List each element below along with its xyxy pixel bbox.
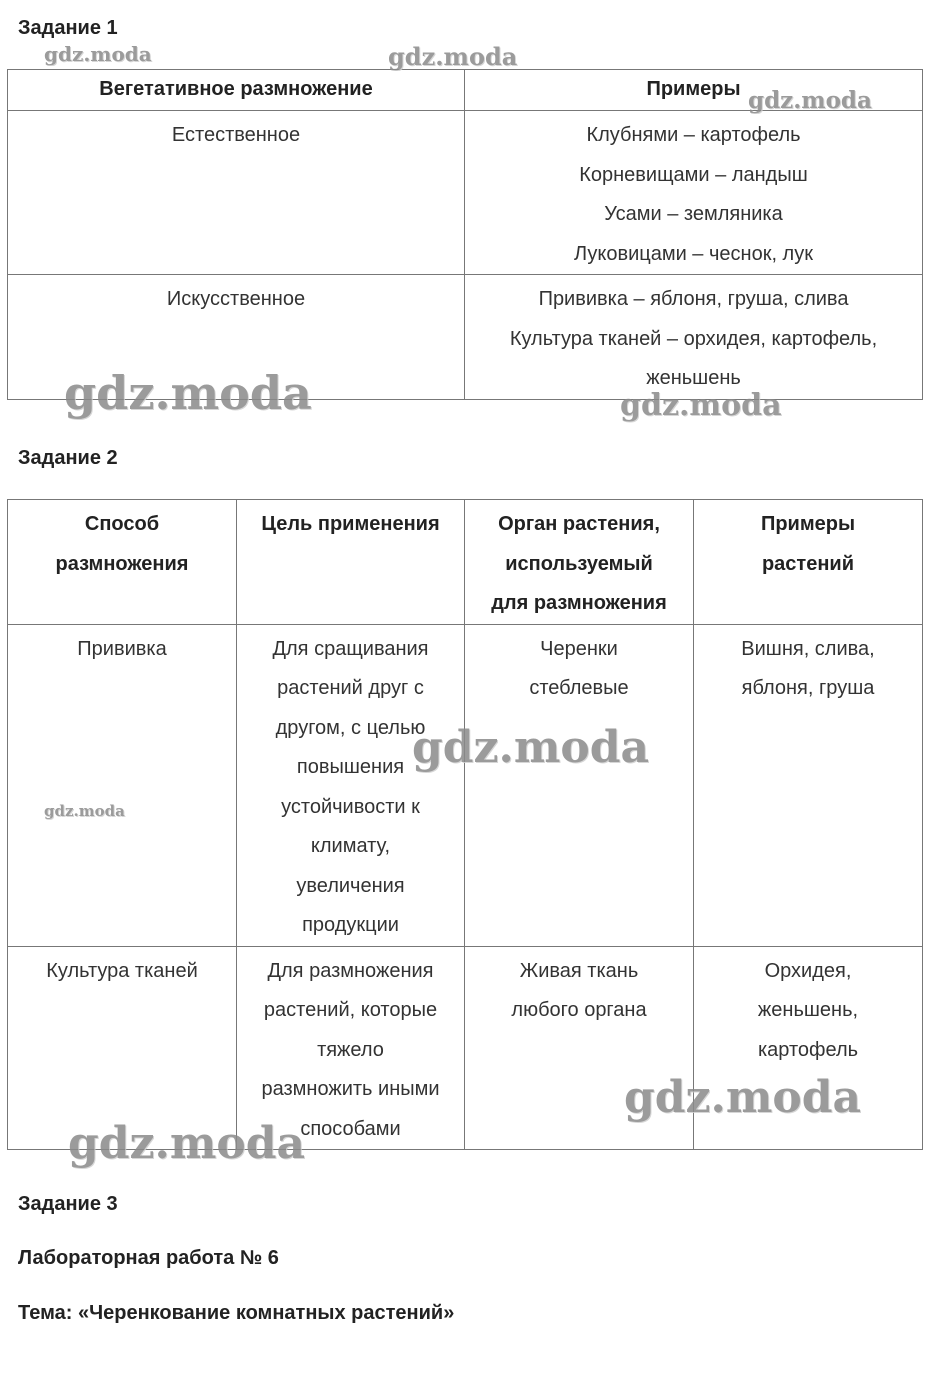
task1-type-artificial: Искусственное <box>8 275 465 400</box>
task2-header-purpose: Цель применения <box>237 500 465 625</box>
task2-table <box>7 499 923 1150</box>
task2-method-tissue-culture: Культура тканей <box>8 946 237 1150</box>
task2-method-grafting: Прививка <box>8 624 237 946</box>
watermark-logo: gdz.moda <box>412 722 650 773</box>
task2-purpose-grafting: Для сращивания растений друг с другом, с целью повышения устойчивости к климату, увеличения продукции <box>237 624 465 946</box>
task2-header-row <box>8 500 923 625</box>
task1-examples-artificial: Прививка – яблоня, груша, слива Культура тканей – орхидея, картофель, женьшень <box>465 275 923 400</box>
task2-row-grafting <box>8 624 923 946</box>
task1-examples-natural: Клубнями – картофель Корневищами – ландыш Усами – земляника Луковицами – чеснок, лук <box>465 111 923 275</box>
task2-organ-tissue-culture: Живая ткань любого органа <box>465 946 694 1150</box>
watermark-logo: gdz.moda <box>44 42 152 66</box>
lab-title: Лабораторная работа № 6 <box>18 1247 279 1269</box>
task1-heading: Задание 1 <box>18 17 118 39</box>
task3-heading: Задание 3 <box>18 1193 118 1215</box>
watermark-logo: gdz.moda <box>64 366 312 420</box>
task1-type-natural: Естественное <box>8 111 465 275</box>
task1-header-row <box>8 70 923 111</box>
task2-heading: Задание 2 <box>18 447 118 469</box>
watermark-logo: gdz.moda <box>44 802 125 820</box>
task2-organ-grafting: Черенки стеблевые <box>465 624 694 946</box>
watermark-logo: gdz.moda <box>620 388 782 423</box>
task2-purpose-tissue-culture: Для размножения растений, которые тяжело размножить иными способами <box>237 946 465 1150</box>
task2-examples-grafting: Вишня, слива, яблоня, груша <box>694 624 923 946</box>
task1-row-artificial <box>8 275 923 400</box>
task2-header-method: Способ размножения <box>8 500 237 625</box>
task1-header-type: Вегетативное размножение <box>8 70 465 111</box>
task2-header-organ: Орган растения, используемый для размножения <box>465 500 694 625</box>
task1-row-natural <box>8 111 923 275</box>
task1-header-examples: Примеры <box>465 70 923 111</box>
watermark-logo: gdz.moda <box>624 1072 862 1123</box>
task2-header-examples: Примеры растений <box>694 500 923 625</box>
lab-topic: Тема: «Черенкование комнатных растений» <box>18 1302 455 1324</box>
task1-table <box>7 69 923 400</box>
watermark-logo: gdz.moda <box>748 87 872 114</box>
task2-row-tissue-culture <box>8 946 923 1150</box>
task2-examples-tissue-culture: Орхидея, женьшень, картофель <box>694 946 923 1150</box>
watermark-logo: gdz.moda <box>388 42 518 71</box>
watermark-logo: gdz.moda <box>68 1118 306 1169</box>
